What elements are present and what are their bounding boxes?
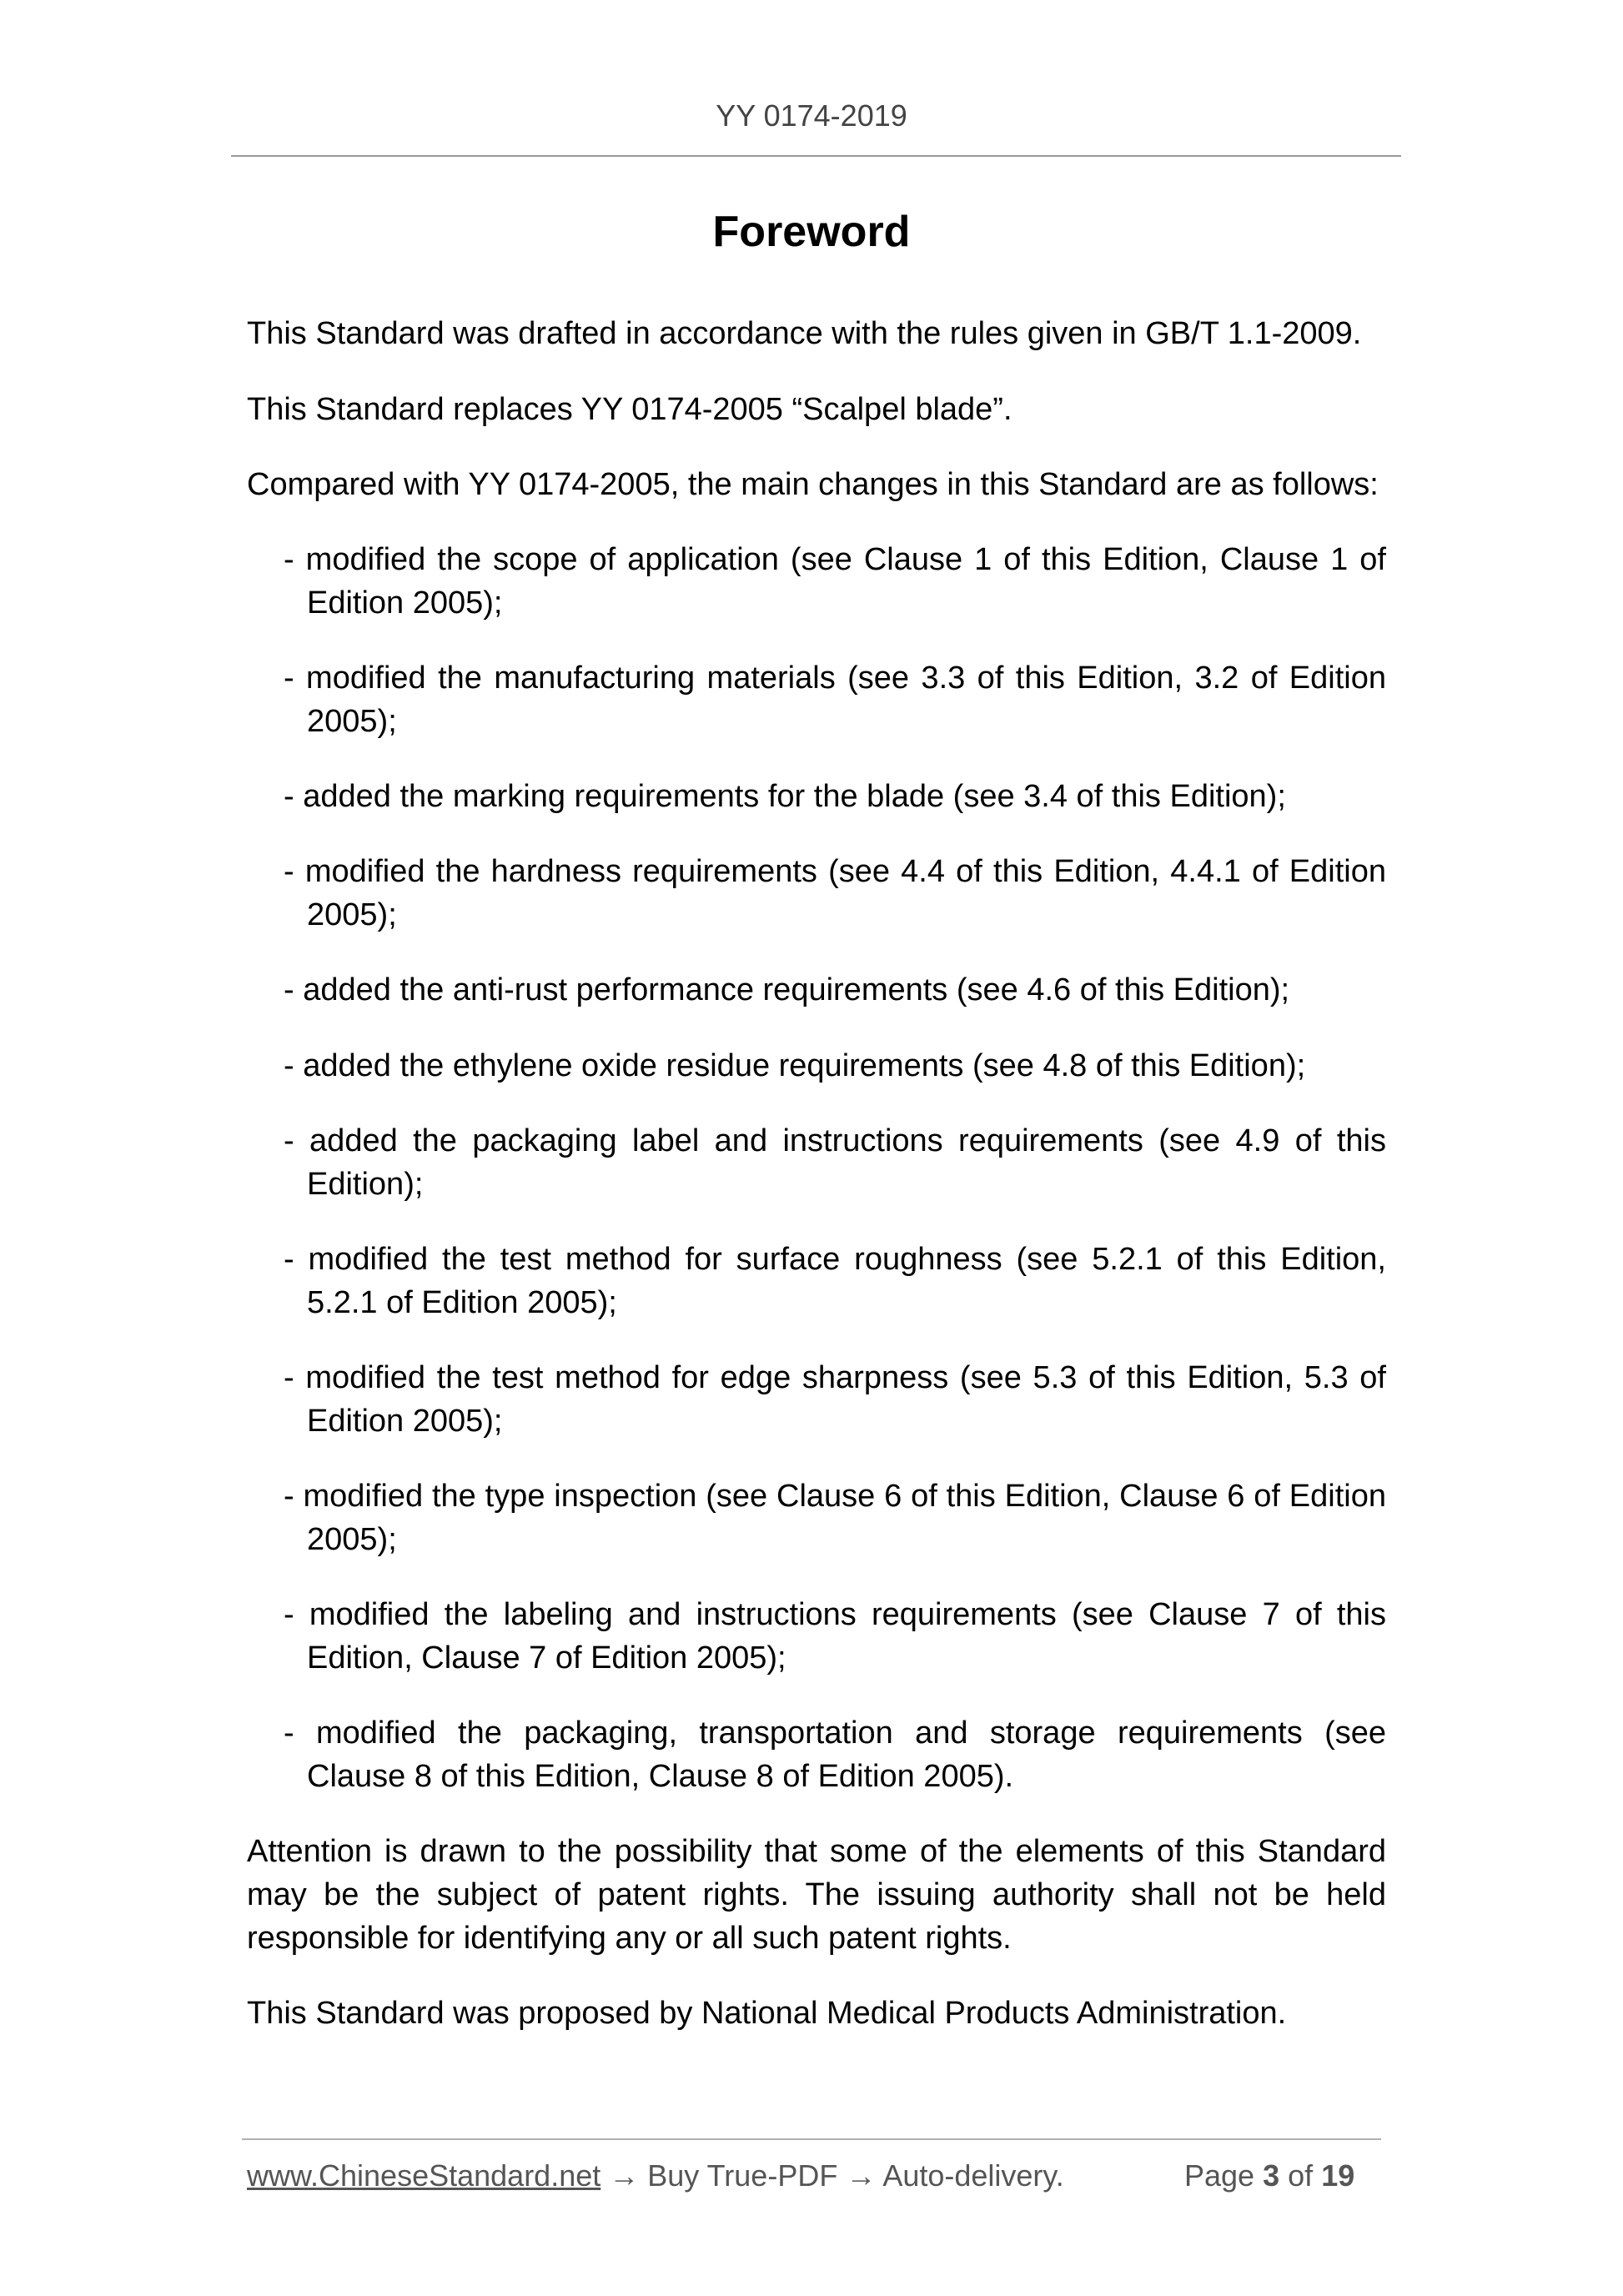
change-item: - added the packaging label and instructions requirements (see 4.9 of this Edition); bbox=[284, 1123, 1386, 1202]
chinesestandard-link[interactable]: www.ChineseStandard.net bbox=[247, 2158, 601, 2193]
header-divider bbox=[231, 155, 1401, 157]
intro-paragraph-3: Compared with YY 0174-2005, the main changes in this Standard are as follows: bbox=[247, 467, 1379, 502]
change-item: - added the ethylene oxide residue requirements (see 4.8 of this Edition); bbox=[284, 1048, 1306, 1083]
document-code-header: YY 0174-2019 bbox=[716, 98, 907, 133]
proposal-paragraph: This Standard was proposed by National Medical Products Administration. bbox=[247, 1996, 1287, 2031]
footer-promo bbox=[247, 2158, 1064, 2193]
change-item: - modified the labeling and instructions requirements (see Clause 7 of this Edition, Clause 7 of Edition 2005); bbox=[284, 1597, 1386, 1676]
footer-promo-text: → Buy True-PDF → Auto-delivery. bbox=[600, 2158, 1064, 2193]
change-item: - modified the type inspection (see Clause 6 of this Edition, Clause 6 of Edition 2005); bbox=[284, 1479, 1386, 1557]
page-current-number: 3 bbox=[1263, 2158, 1280, 2193]
page-label: Page bbox=[1184, 2158, 1255, 2193]
change-item: - modified the hardness requirements (see 4.4 of this Edition, 4.4.1 of Edition 2005); bbox=[284, 854, 1386, 932]
change-item: - added the marking requirements for the blade (see 3.4 of this Edition); bbox=[284, 779, 1286, 814]
change-item: - modified the packaging, transportation and storage requirements (see Clause 8 of this Edition, Clause 8 of Edition 2005). bbox=[284, 1716, 1386, 1794]
page-title: Foreword bbox=[712, 208, 911, 256]
page-indicator bbox=[1184, 2158, 1354, 2193]
change-item: - modified the scope of application (see Clause 1 of this Edition, Clause 1 of Edition 2005); bbox=[284, 542, 1386, 620]
page-of-label: of bbox=[1288, 2158, 1314, 2193]
page-total-number: 19 bbox=[1321, 2158, 1355, 2193]
change-item: - added the anti-rust performance requirements (see 4.6 of this Edition); bbox=[284, 972, 1290, 1007]
patent-notice-paragraph: Attention is drawn to the possibility that some of the elements of this Standard may be the subject of patent rights. The issuing authority shall not be held responsible for identifying any or all such patent rights. bbox=[247, 1834, 1386, 1956]
intro-paragraph-2: This Standard replaces YY 0174-2005 “Scalpel blade”. bbox=[247, 392, 1012, 427]
change-item: - modified the test method for edge sharpness (see 5.3 of this Edition, 5.3 of Edition 2005); bbox=[284, 1360, 1386, 1439]
change-item: - modified the manufacturing materials (see 3.3 of this Edition, 3.2 of Edition 2005); bbox=[284, 661, 1386, 739]
change-item: - modified the test method for surface roughness (see 5.2.1 of this Edition, 5.2.1 of Edition 2005); bbox=[284, 1242, 1386, 1320]
footer-divider bbox=[242, 2138, 1381, 2140]
intro-paragraph-1: This Standard was drafted in accordance with the rules given in GB/T 1.1-2009. bbox=[247, 316, 1362, 351]
